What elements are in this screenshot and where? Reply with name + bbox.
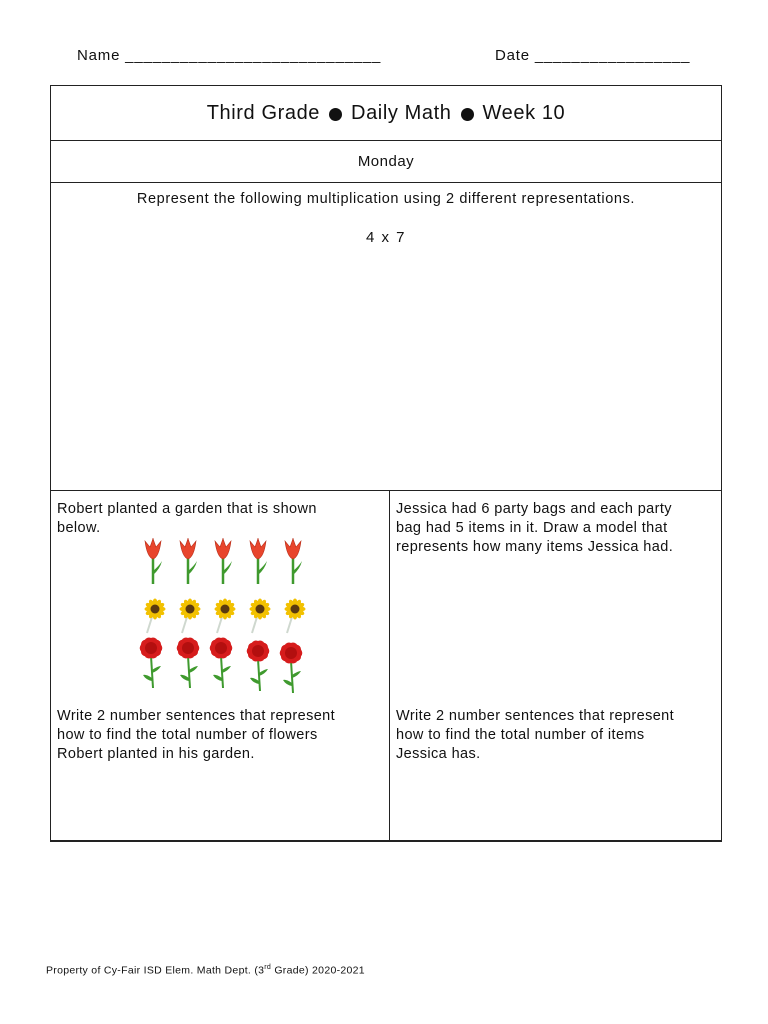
date-field[interactable]: Date _________________ (495, 47, 691, 64)
carnation-icon (280, 642, 303, 693)
name-field[interactable]: Name ____________________________ (77, 47, 382, 64)
worksheet-title (51, 86, 721, 141)
tulip-icon (285, 538, 302, 584)
carnation-icon (247, 640, 270, 691)
sunflower-icon (285, 599, 306, 634)
problem-3-line: bag had 5 items in it. Draw a model that (396, 520, 668, 536)
title-week: Week 10 (482, 101, 566, 124)
problem-3-question-line: Jessica has. (396, 746, 481, 762)
sunflower-icon (215, 599, 236, 634)
problem-3-question-line: how to find the total number of items (396, 727, 645, 743)
carnation-icon (177, 637, 200, 688)
bullet-icon (329, 108, 342, 121)
problem-2-text (57, 500, 317, 538)
footer-suffix: Grade) 2020-2021 (271, 964, 365, 977)
problem-2-question (57, 707, 335, 764)
sunflower-icon (145, 599, 166, 634)
garden-image (133, 537, 313, 697)
carnation-icon (210, 637, 233, 688)
problem-2-question-line: how to find the total number of flowers (57, 727, 318, 743)
problem-1-expression: 4 x 7 (365, 229, 407, 246)
tulip-icon (145, 538, 162, 584)
problem-3-line: represents how many items Jessica had. (396, 539, 674, 555)
tulip-icon (215, 538, 232, 584)
problem-3-question-line: Write 2 number sentences that represent (396, 708, 675, 724)
worksheet-table (50, 85, 722, 842)
problem-1-instruction: Represent the following multiplication using 2 different representations. (136, 191, 636, 207)
title-grade: Third Grade (206, 101, 321, 124)
problem-2-question-line: Write 2 number sentences that represent (57, 708, 336, 724)
tulip-icon (180, 538, 197, 584)
problem-3-text (396, 500, 673, 557)
problem-2-line: below. (57, 520, 101, 536)
problem-3-cell[interactable] (390, 491, 721, 841)
bullet-icon (461, 108, 474, 121)
problem-3-line: Jessica had 6 party bags and each party (396, 501, 672, 517)
tulip-icon (250, 538, 267, 584)
footer-sup: rd (264, 964, 272, 971)
problem-2-question-line: Robert planted in his garden. (57, 746, 255, 762)
sunflower-icon (250, 599, 271, 634)
footer-prefix: Property of Cy-Fair ISD Elem. Math Dept. (3 (46, 964, 265, 977)
footer-copyright (46, 964, 365, 977)
carnation-icon (140, 637, 163, 688)
day-heading (51, 141, 721, 183)
sunflower-icon (180, 599, 201, 634)
problem-3-question (396, 707, 674, 764)
day-label: Monday (357, 153, 415, 170)
problem-2-cell[interactable] (51, 491, 390, 841)
problem-1-area[interactable] (51, 183, 721, 491)
problem-2-line: Robert planted a garden that is shown (57, 501, 317, 517)
title-subject: Daily Math (351, 101, 452, 124)
